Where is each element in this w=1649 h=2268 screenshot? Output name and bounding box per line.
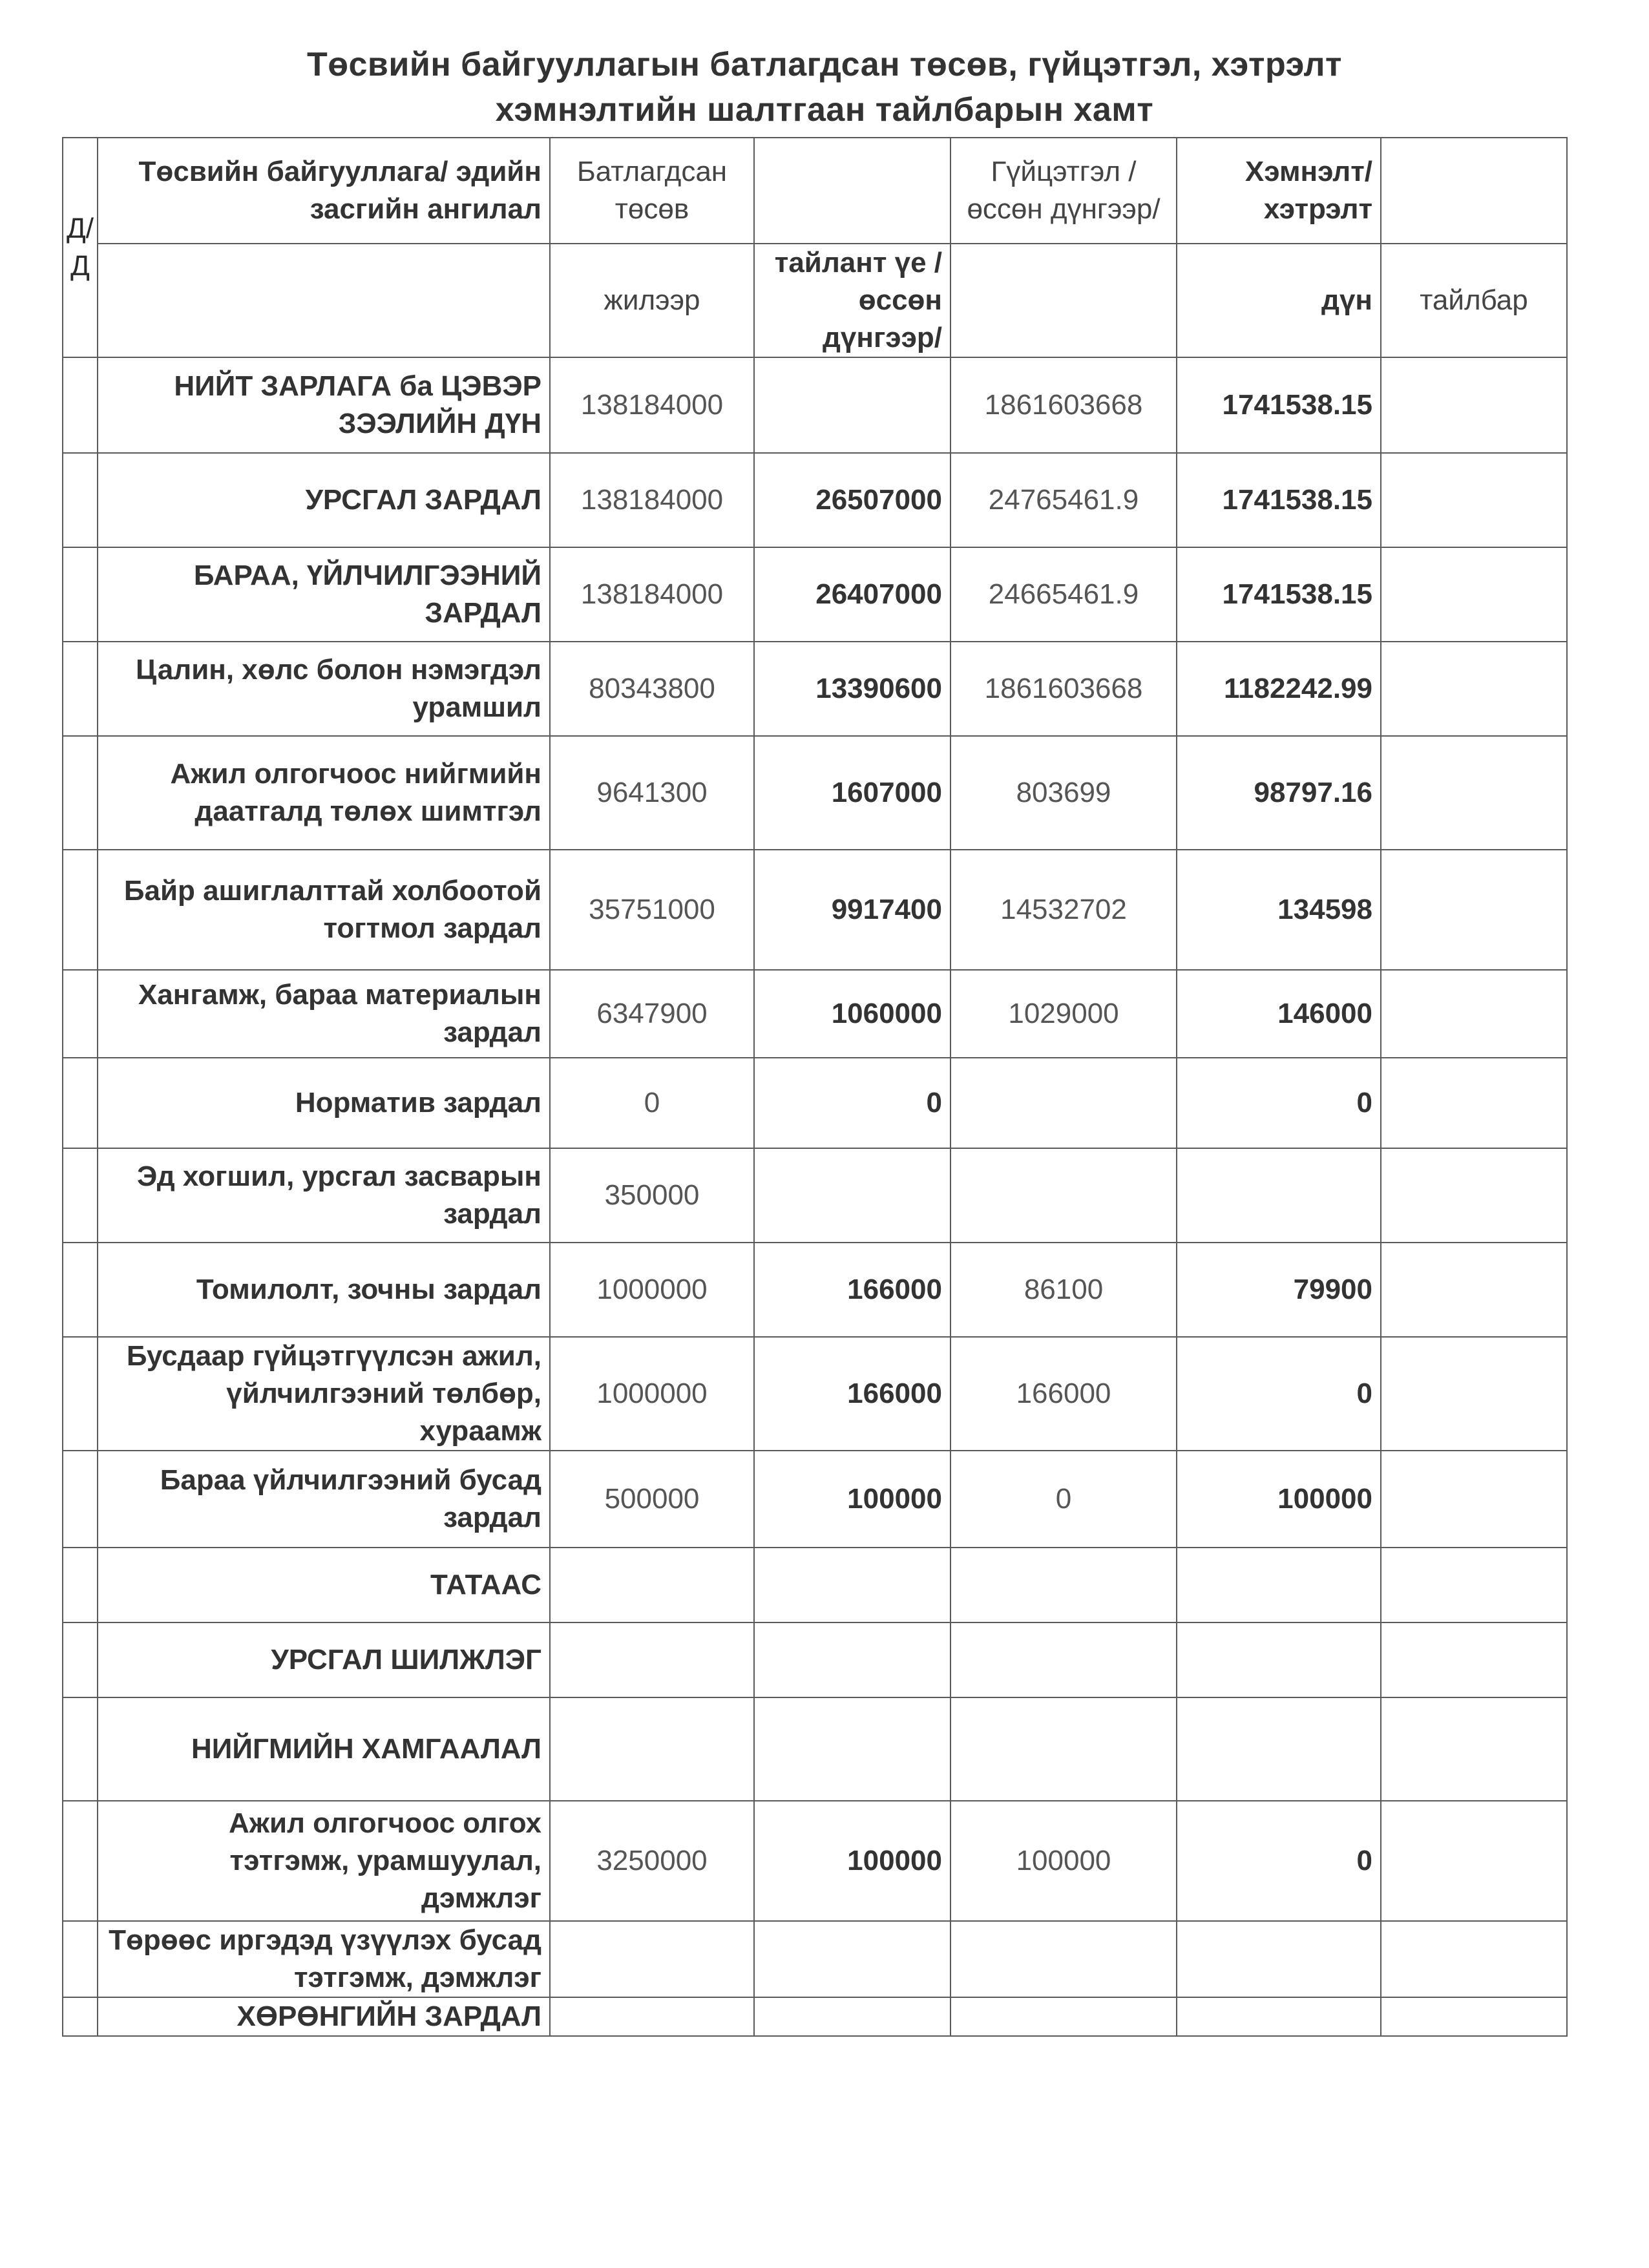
row-note [1381, 642, 1567, 736]
row-index [63, 1921, 98, 1997]
header-empty [98, 244, 550, 357]
row-note [1381, 1997, 1567, 2036]
header-period: тайлант үе /өссөн дүнгээр/ [754, 244, 951, 357]
row-index [63, 547, 98, 642]
row-saving [1177, 1548, 1381, 1622]
row-saving: 79900 [1177, 1243, 1381, 1337]
row-note [1381, 850, 1567, 970]
row-yearly [550, 1622, 754, 1697]
row-saving [1177, 1921, 1381, 1997]
row-period: 26507000 [754, 453, 951, 547]
row-yearly [550, 1697, 754, 1801]
row-actual: 24665461.9 [951, 547, 1177, 642]
row-actual [951, 1697, 1177, 1801]
row-period: 166000 [754, 1337, 951, 1451]
row-saving: 0 [1177, 1801, 1381, 1921]
row-index [63, 850, 98, 970]
row-index [63, 1058, 98, 1148]
row-yearly: 500000 [550, 1451, 754, 1548]
row-saving: 1182242.99 [1177, 642, 1381, 736]
table-row [63, 1337, 1567, 1451]
row-name: БАРАА, ҮЙЛЧИЛГЭЭНИЙ ЗАРДАЛ [98, 547, 550, 642]
row-note [1381, 547, 1567, 642]
row-actual: 100000 [951, 1801, 1177, 1921]
row-actual [951, 1921, 1177, 1997]
row-name: Бусдаар гүйцэтгүүлсэн ажил, үйлчилгээний төлбөр, хураамж [98, 1337, 550, 1451]
row-saving: 0 [1177, 1337, 1381, 1451]
row-period: 13390600 [754, 642, 951, 736]
header-row-2 [63, 244, 1567, 357]
row-period: 9917400 [754, 850, 951, 970]
row-period: 0 [754, 1058, 951, 1148]
row-index [63, 357, 98, 453]
row-note [1381, 736, 1567, 850]
row-yearly: 35751000 [550, 850, 754, 970]
table-row [63, 453, 1567, 547]
row-saving [1177, 1148, 1381, 1243]
row-index [63, 1622, 98, 1697]
row-actual: 14532702 [951, 850, 1177, 970]
page-title: Төсвийн байгууллагын батлагдсан төсөв, гүйцэтгэл, хэтрэлт [306, 46, 1343, 83]
row-period [754, 1148, 951, 1243]
row-actual: 86100 [951, 1243, 1177, 1337]
row-index [63, 1243, 98, 1337]
row-saving: 1741538.15 [1177, 547, 1381, 642]
row-actual: 1029000 [951, 970, 1177, 1058]
header-yearly: жилээр [550, 244, 754, 357]
row-yearly: 6347900 [550, 970, 754, 1058]
row-note [1381, 1337, 1567, 1451]
budget-table [62, 137, 1568, 2037]
table-row [63, 970, 1567, 1058]
row-note [1381, 1451, 1567, 1548]
row-yearly: 1000000 [550, 1337, 754, 1451]
table-row [63, 1697, 1567, 1801]
table-row [63, 1921, 1567, 1997]
row-note [1381, 1801, 1567, 1921]
table-row [63, 736, 1567, 850]
header-org: Төсвийн байгууллага/ эдийн засгийн ангилал [98, 138, 550, 244]
table-row [63, 850, 1567, 970]
row-saving: 134598 [1177, 850, 1381, 970]
header-note: тайлбар [1381, 244, 1567, 357]
row-period [754, 1997, 951, 2036]
row-actual [951, 1148, 1177, 1243]
row-saving: 1741538.15 [1177, 357, 1381, 453]
row-saving [1177, 1997, 1381, 2036]
row-index [63, 1451, 98, 1548]
row-note [1381, 1548, 1567, 1622]
page-subtitle: хэмнэлтийн шалтгаан тайлбарын хамт [495, 91, 1154, 129]
header-saving: Хэмнэлт/ хэтрэлт [1177, 138, 1381, 244]
table-row [63, 1801, 1567, 1921]
row-index [63, 1148, 98, 1243]
row-index [63, 642, 98, 736]
row-note [1381, 453, 1567, 547]
row-saving [1177, 1622, 1381, 1697]
row-index [63, 453, 98, 547]
row-name: УРСГАЛ ШИЛЖЛЭГ [98, 1622, 550, 1697]
row-yearly [550, 1921, 754, 1997]
row-name: Цалин, хөлс болон нэмэгдэл урамшил [98, 642, 550, 736]
row-yearly: 138184000 [550, 357, 754, 453]
row-name: Эд хогшил, урсгал засварын зардал [98, 1148, 550, 1243]
row-actual: 803699 [951, 736, 1177, 850]
row-actual [951, 1548, 1177, 1622]
row-name: Ажил олгогчоос нийгмийн даатгалд төлөх шимтгэл [98, 736, 550, 850]
row-index [63, 970, 98, 1058]
row-name: ХӨРӨНГИЙН ЗАРДАЛ [98, 1997, 550, 2036]
header-empty [1381, 138, 1567, 244]
row-yearly: 138184000 [550, 547, 754, 642]
row-saving: 146000 [1177, 970, 1381, 1058]
row-name: Байр ашиглалттай холбоотой тогтмол зардал [98, 850, 550, 970]
row-note [1381, 970, 1567, 1058]
row-period [754, 357, 951, 453]
row-period: 100000 [754, 1451, 951, 1548]
row-name: Норматив зардал [98, 1058, 550, 1148]
row-period [754, 1622, 951, 1697]
row-note [1381, 1697, 1567, 1801]
header-actual: Гүйцэтгэл /өссөн дүнгээр/ [951, 138, 1177, 244]
table-row [63, 642, 1567, 736]
row-name: Төрөөс иргэдэд үзүүлэх бусад тэтгэмж, дэмжлэг [98, 1921, 550, 1997]
row-period: 26407000 [754, 547, 951, 642]
row-yearly: 0 [550, 1058, 754, 1148]
row-yearly: 350000 [550, 1148, 754, 1243]
header-empty [951, 244, 1177, 357]
row-index [63, 736, 98, 850]
row-period: 1607000 [754, 736, 951, 850]
row-period: 1060000 [754, 970, 951, 1058]
row-actual [951, 1622, 1177, 1697]
header-row-1 [63, 138, 1567, 244]
row-actual [951, 1997, 1177, 2036]
row-actual: 0 [951, 1451, 1177, 1548]
row-yearly: 80343800 [550, 642, 754, 736]
row-index [63, 1337, 98, 1451]
row-saving: 1741538.15 [1177, 453, 1381, 547]
row-yearly: 9641300 [550, 736, 754, 850]
row-saving: 0 [1177, 1058, 1381, 1148]
table-row [63, 1243, 1567, 1337]
row-name: Томилолт, зочны зардал [98, 1243, 550, 1337]
row-name: Бараа үйлчилгээний бусад зардал [98, 1451, 550, 1548]
row-index [63, 1997, 98, 2036]
row-note [1381, 1243, 1567, 1337]
row-index [63, 1697, 98, 1801]
table-row [63, 547, 1567, 642]
header-approved: Батлагдсан төсөв [550, 138, 754, 244]
row-note [1381, 1622, 1567, 1697]
row-saving: 98797.16 [1177, 736, 1381, 850]
row-period [754, 1697, 951, 1801]
row-period [754, 1548, 951, 1622]
row-index [63, 1548, 98, 1622]
table-row [63, 1548, 1567, 1622]
row-name: УРСГАЛ ЗАРДАЛ [98, 453, 550, 547]
table-row [63, 1451, 1567, 1548]
table-row [63, 357, 1567, 453]
row-period: 100000 [754, 1801, 951, 1921]
row-name: Хангамж, бараа материалын зардал [98, 970, 550, 1058]
row-name: НИЙГМИЙН ХАМГААЛАЛ [98, 1697, 550, 1801]
row-yearly [550, 1548, 754, 1622]
row-actual: 1861603668 [951, 357, 1177, 453]
row-name: ТАТААС [98, 1548, 550, 1622]
header-amount: дүн [1177, 244, 1381, 357]
header-empty [754, 138, 951, 244]
row-yearly: 1000000 [550, 1243, 754, 1337]
row-yearly [550, 1997, 754, 2036]
row-period [754, 1921, 951, 1997]
table-row [63, 1622, 1567, 1697]
row-name: НИЙТ ЗАРЛАГА ба ЦЭВЭР ЗЭЭЛИЙН ДҮН [98, 357, 550, 453]
header-index: Д/Д [63, 138, 98, 357]
row-actual: 1861603668 [951, 642, 1177, 736]
row-name: Ажил олгогчоос олгох тэтгэмж, урамшуулал, дэмжлэг [98, 1801, 550, 1921]
row-yearly: 138184000 [550, 453, 754, 547]
table-row [63, 1148, 1567, 1243]
row-note [1381, 357, 1567, 453]
row-actual: 166000 [951, 1337, 1177, 1451]
row-saving: 100000 [1177, 1451, 1381, 1548]
row-yearly: 3250000 [550, 1801, 754, 1921]
table-row [63, 1058, 1567, 1148]
row-actual: 24765461.9 [951, 453, 1177, 547]
row-actual [951, 1058, 1177, 1148]
table-row [63, 1997, 1567, 2036]
row-note [1381, 1058, 1567, 1148]
row-saving [1177, 1697, 1381, 1801]
row-note [1381, 1921, 1567, 1997]
row-period: 166000 [754, 1243, 951, 1337]
row-note [1381, 1148, 1567, 1243]
row-index [63, 1801, 98, 1921]
